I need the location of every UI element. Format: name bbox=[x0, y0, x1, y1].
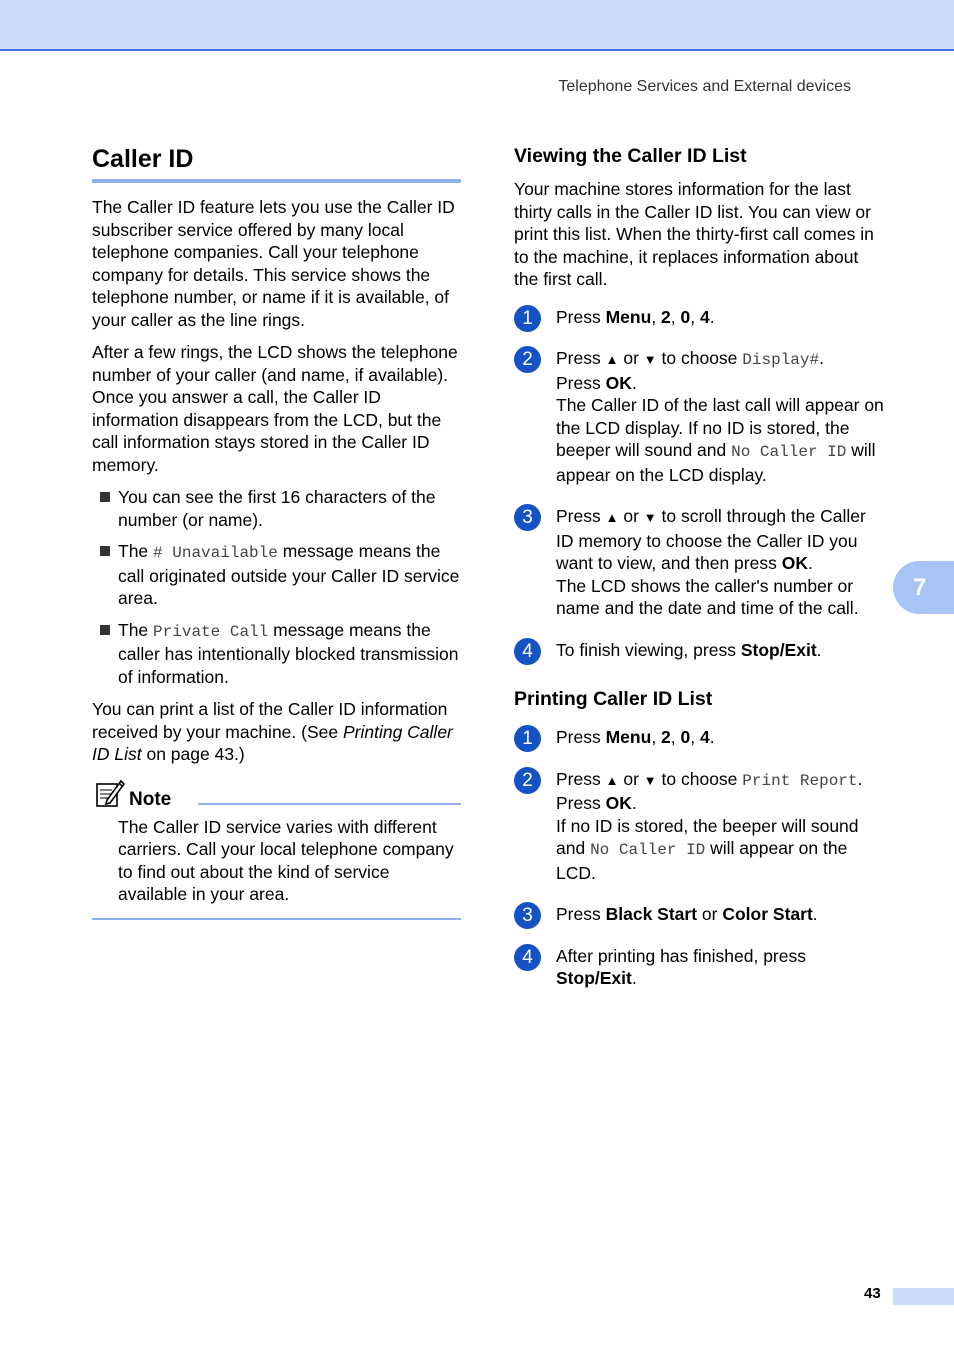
top-banner bbox=[0, 0, 954, 51]
print-step-3: 3 Press Black Start or Color Start. bbox=[514, 903, 886, 926]
view-step-2: 2 Press ▲ or ▼ to choose Display#. Press OK. The Caller ID of the last call will appear on the LCD display. If no ID is stored, the beeper will sound and No Caller ID will appear on the LCD display. bbox=[514, 347, 886, 486]
note-label: Note bbox=[129, 788, 172, 810]
bullet-square-icon bbox=[100, 492, 110, 502]
page-number: 43 bbox=[864, 1285, 881, 1302]
lcd-message: Display# bbox=[742, 351, 820, 369]
view-step-4: 4 To finish viewing, press Stop/Exit. bbox=[514, 639, 886, 662]
down-arrow-icon: ▼ bbox=[643, 772, 657, 788]
heading-rule bbox=[92, 179, 461, 183]
lcd-message: Print Report bbox=[742, 771, 858, 790]
up-arrow-icon: ▲ bbox=[605, 772, 619, 788]
running-header: Telephone Services and External devices bbox=[558, 78, 851, 95]
view-step-3: 3 Press ▲ or ▼ to scroll through the Caller ID memory to choose the Caller ID you want to view, and then press OK. The LCD shows the caller's number or name and the date and time of the call. bbox=[514, 505, 886, 620]
down-arrow-icon: ▼ bbox=[643, 510, 657, 525]
bullet-square-icon bbox=[100, 625, 110, 635]
printing-heading: Printing Caller ID List bbox=[514, 688, 713, 710]
step-number-badge: 3 bbox=[514, 504, 541, 531]
lcd-message: Private Call bbox=[153, 622, 269, 641]
lcd-message: No Caller ID bbox=[731, 443, 847, 461]
page-number-bar bbox=[893, 1288, 954, 1305]
step-number-badge: 1 bbox=[514, 725, 541, 752]
print-step-4: 4 After printing has finished, press Stop/Exit. bbox=[514, 945, 886, 990]
step-number-badge: 4 bbox=[514, 944, 541, 971]
lcd-message: # Unavailable bbox=[153, 544, 278, 562]
down-arrow-icon: ▼ bbox=[643, 352, 657, 367]
list-item: The Private Call message means the caller has intentionally blocked transmission of information. bbox=[92, 619, 461, 689]
cross-reference-link[interactable]: Printing Caller ID List bbox=[92, 721, 453, 764]
step-number-badge: 4 bbox=[514, 638, 541, 665]
view-step-1: 1 Press Menu, 2, 0, 4. bbox=[514, 306, 886, 329]
bullet-list bbox=[92, 486, 461, 688]
print-step-2: 2 Press ▲ or ▼ to choose Print Report. Press OK. If no ID is stored, the beeper will sound and No Caller ID will appear on the LCD. bbox=[514, 768, 886, 885]
intro-paragraph: The Caller ID feature lets you use the Caller ID subscriber service offered by many local telephone companies. Call your telephone company for details. This service shows the telephone number, or name if it is available, of your caller as the line rings. bbox=[92, 197, 455, 330]
viewing-intro: Your machine stores information for the last thirty calls in the Caller ID list. You can view or print this list. When the thirty-first call comes in to the machine, it replaces information about the first call. bbox=[514, 179, 874, 289]
caller-id-heading: Caller ID bbox=[92, 145, 194, 173]
step-number-badge: 1 bbox=[514, 305, 541, 332]
list-item: The # Unavailable message means the call originated outside your Caller ID service area. bbox=[92, 540, 461, 610]
chapter-tab: 7 bbox=[893, 561, 954, 614]
note-header bbox=[92, 782, 461, 814]
print-step-1: 1 Press Menu, 2, 0, 4. bbox=[514, 726, 886, 749]
note-rule bbox=[198, 803, 461, 805]
note-text: The Caller ID service varies with different carriers. Call your local telephone company to find out about the kind of service available in your area. bbox=[118, 816, 454, 904]
step-number-badge: 2 bbox=[514, 346, 541, 373]
up-arrow-icon: ▲ bbox=[605, 352, 619, 367]
list-item: You can see the first 16 characters of the number (or name). bbox=[92, 486, 461, 531]
viewing-heading: Viewing the Caller ID List bbox=[514, 145, 747, 167]
right-column bbox=[514, 140, 886, 1009]
step-number-badge: 2 bbox=[514, 767, 541, 794]
left-column bbox=[92, 140, 461, 920]
print-list-paragraph: You can print a list of the Caller ID information received by your machine. (See Printing Caller ID List on page 43.) bbox=[92, 699, 453, 764]
lcd-message: No Caller ID bbox=[590, 841, 706, 859]
up-arrow-icon: ▲ bbox=[605, 510, 619, 525]
lcd-paragraph: After a few rings, the LCD shows the telephone number of your caller (and name, if available). Once you answer a call, the Caller ID information disappears from the LCD, but the call information stays stored in the Caller ID memory. bbox=[92, 342, 458, 475]
step-number-badge: 3 bbox=[514, 902, 541, 929]
note-pencil-icon bbox=[95, 778, 125, 810]
note-rule-bottom bbox=[92, 918, 461, 920]
bullet-square-icon bbox=[100, 546, 110, 556]
